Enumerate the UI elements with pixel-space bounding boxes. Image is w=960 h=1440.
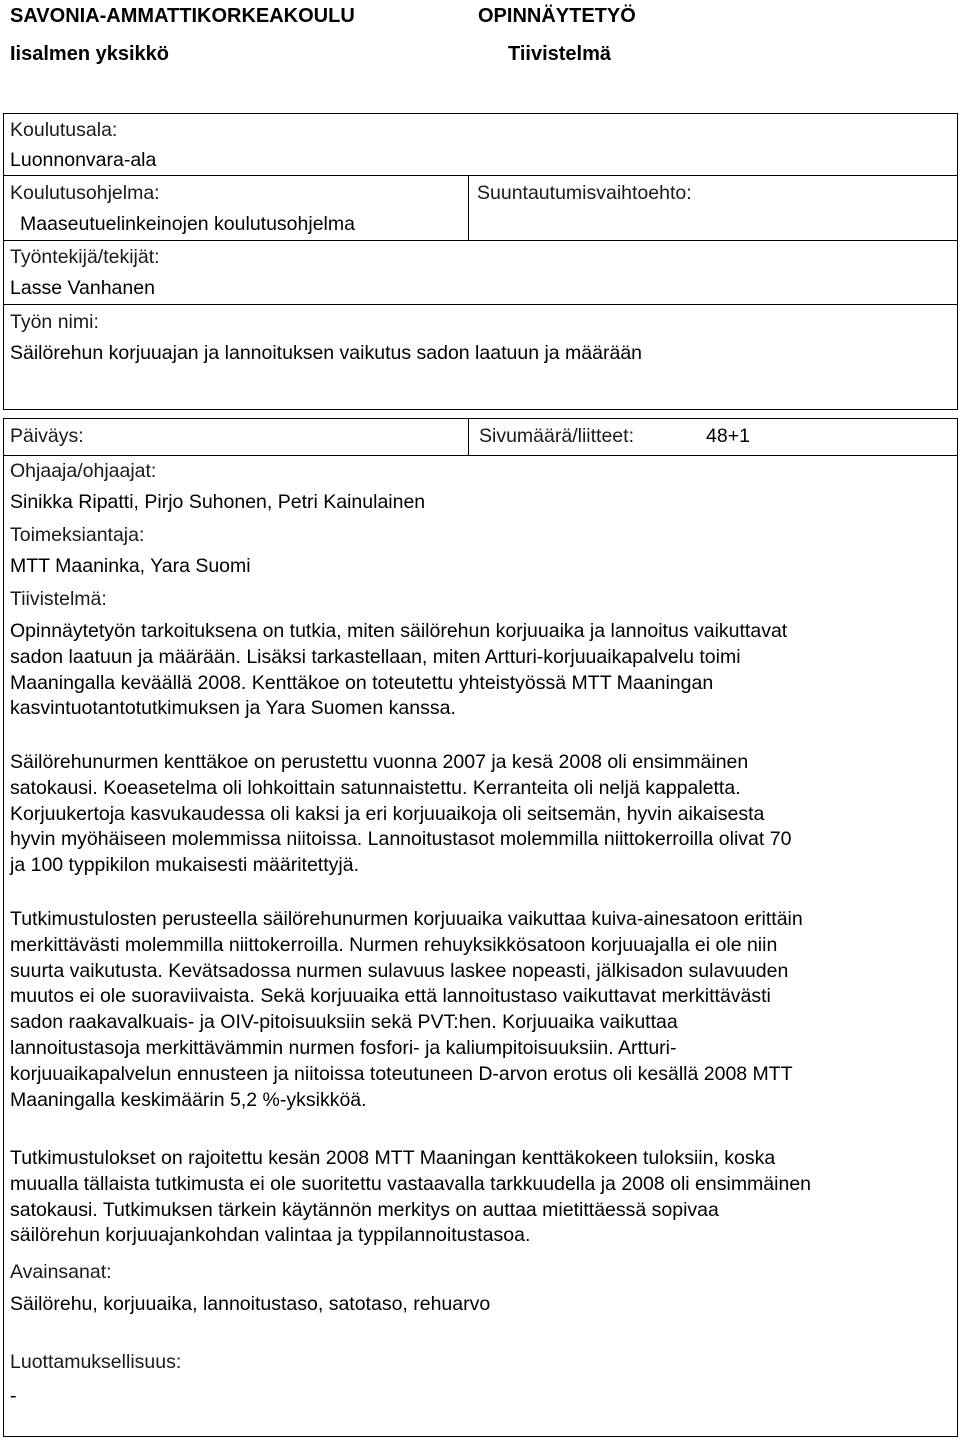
abstract-line: muualla tällaista tutkimusta ei ole suoritettu vastaavalla tarkkuudella ja 2008 oli ensimmäinen [10, 1172, 812, 1195]
title-value: Säilörehun korjuuajan ja lannoituksen vaikutus sadon laatuun ja määrään [10, 342, 643, 364]
abstract-line: säilörehun korjuuajankohdan valintaa ja typpilannoitustasoa. [10, 1224, 531, 1247]
study-info-column-divider [468, 175, 469, 240]
abstract-line: hyvin myöhäiseen molemmissa niitoissa. Lannoitustasot molemmilla niittokerroilla olivat 70 [10, 828, 792, 851]
document-type: OPINNÄYTETYÖ [478, 5, 636, 27]
date-label: Päiväys: [10, 425, 84, 447]
author-value: Lasse Vanhanen [10, 277, 155, 299]
abstract-line: muutos ei ole suoraviivaista. Sekä korjuuaika että lannoitustaso vaikuttavat merkittävästi [10, 985, 771, 1008]
abstract-line: Maaningalla keskimäärin 5,2 %-yksikköä. [10, 1088, 367, 1111]
commissioner-value: MTT Maaninka, Yara Suomi [10, 555, 251, 577]
commissioner-label: Toimeksiantaja: [10, 524, 145, 546]
date-column-divider [468, 418, 469, 455]
keywords-value: Säilörehu, korjuuaika, lannoitustaso, satotaso, rehuarvo [10, 1293, 491, 1315]
document-subtype: Tiivistelmä [508, 43, 612, 65]
abstract-line: Maaningalla keväällä 2008. Kenttäkoe on toteutettu yhteistyössä MTT Maaningan [10, 671, 714, 694]
pages-label: Sivumäärä/liitteet: [479, 425, 634, 447]
abstract-paragraph [10, 619, 955, 722]
abstract-line: korjuuaikapalvelun ennusteen ja niitoissa toteutuneen D-arvon erotus oli kesällä 2008 MTT [10, 1062, 793, 1085]
study-info-divider [3, 240, 958, 241]
abstract-label: Tiivistelmä: [10, 588, 107, 610]
abstract-line: kasvintuotantotutkimuksen ja Yara Suomen kanssa. [10, 697, 456, 720]
abstract-line: satokausi. Tutkimuksen tärkein käytännön merkitys on auttaa mietittäessä sopivaa [10, 1198, 719, 1221]
abstract-line: Tutkimustulosten perusteella säilörehunurmen korjuuaika vaikuttaa kuiva-ainesatoon erittäin [10, 908, 803, 930]
title-label: Työn nimi: [10, 311, 99, 333]
abstract-line: Opinnäytetyön tarkoituksena on tutkia, miten säilörehun korjuuaika ja lannoitus vaikuttavat [10, 620, 788, 642]
abstract-line: Säilörehunurmen kenttäkoe on perustettu vuonna 2007 ja kesä 2008 oli ensimmäinen [10, 751, 749, 773]
abstract-line: lannoitustasoja merkittävämmin nurmen fosfori- ja kaliumpitoisuuksiin. Artturi- [10, 1036, 677, 1059]
pages-value: 48+1 [706, 425, 750, 447]
abstract-line: ja 100 typpikilon mukaisesti määritettyjä. [10, 854, 359, 877]
abstract-line: suurta vaikutusta. Kevätsadossa nurmen sulavuus laskee nopeasti, jälkisadon sulavuuden [10, 959, 789, 982]
field-label: Koulutusala: [10, 119, 118, 141]
programme-value: Maaseutuelinkeinojen koulutusohjelma [20, 213, 355, 235]
option-label: Suuntautumisvaihtoehto: [477, 182, 692, 204]
abstract-paragraph [10, 750, 955, 879]
school-name: SAVONIA-AMMATTIKORKEAKOULU [10, 5, 355, 27]
confidentiality-value: - [10, 1385, 17, 1407]
confidentiality-label: Luottamuksellisuus: [10, 1351, 182, 1373]
unit-name: Iisalmen yksikkö [10, 43, 169, 65]
programme-label: Koulutusohjelma: [10, 182, 160, 204]
abstract-paragraph [10, 1146, 955, 1249]
abstract-line: sadon laatuun ja määrään. Lisäksi tarkastellaan, miten Artturi-korjuuaikapalvelu toimi [10, 645, 741, 668]
study-info-divider [3, 175, 958, 176]
date-row-divider [3, 455, 958, 456]
supervisors-value: Sinikka Ripatti, Pirjo Suhonen, Petri Kainulainen [10, 491, 426, 513]
field-value: Luonnonvara-ala [10, 149, 157, 171]
abstract-paragraph [10, 907, 955, 1113]
abstract-line: Tutkimustulokset on rajoitettu kesän 2008 MTT Maaningan kenttäkokeen tuloksiin, koska [10, 1147, 776, 1169]
abstract-line: Korjuukertoja kasvukaudessa oli kaksi ja eri korjuuaikoja oli seitsemän, hyvin aikaisesta [10, 802, 765, 825]
abstract-line: satokausi. Koeasetelma oli lohkoittain satunnaistettu. Kerranteita oli neljä kappaletta. [10, 776, 741, 799]
abstract-line: merkittävästi molemmilla niittokerroilla. Nurmen rehuyksikkösatoon korjuuajalla ei ole niin [10, 933, 778, 956]
supervisors-label: Ohjaaja/ohjaajat: [10, 460, 157, 482]
abstract-line: sadon raakavalkuais- ja OIV-pitoisuuksiin sekä PVT:hen. Korjuuaika vaikuttaa [10, 1011, 678, 1034]
study-info-divider [3, 304, 958, 305]
keywords-label: Avainsanat: [10, 1261, 112, 1283]
author-label: Työntekijä/tekijät: [10, 246, 160, 268]
